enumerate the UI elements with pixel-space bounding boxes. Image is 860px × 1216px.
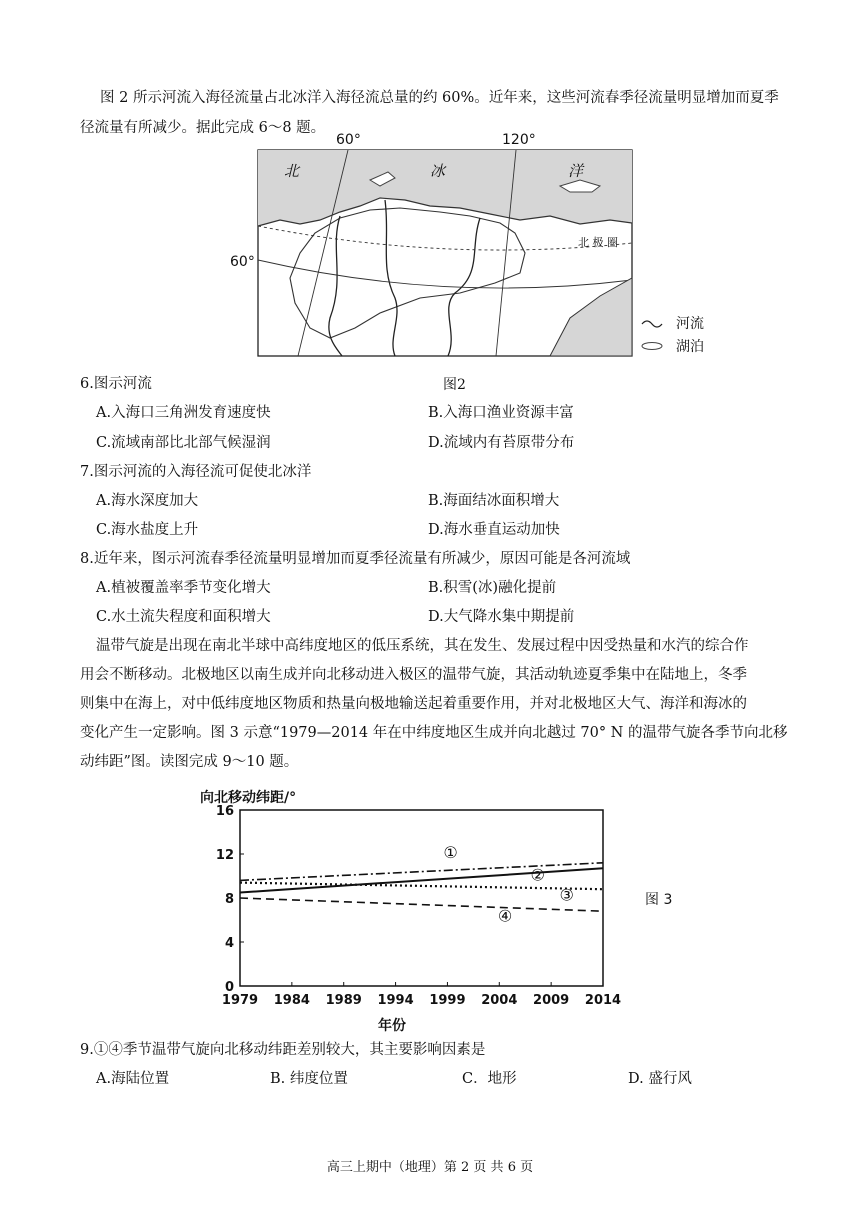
x-tick-label: 1989 (325, 993, 362, 1008)
q6-option-b: B.入海口渔业资源丰富 (428, 405, 574, 421)
intro2-line5: 动纬距”图。读图完成 9～10 题。 (80, 754, 299, 770)
series-label-4: ④ (497, 906, 513, 926)
x-tick-label: 1999 (429, 993, 466, 1008)
ocean-char-2: 冰 (430, 162, 446, 180)
intro2-line1: 温带气旋是出现在南北半球中高纬度地区的低压系统，其在发生、发展过程中因受热量和水汽的综合作 (96, 638, 749, 654)
q8-stem: 8.近年来，图示河流春季径流量明显增加而夏季径流量有所减少，原因可能是各河流域 (80, 551, 631, 567)
q6-option-c: C.流域南部比北部气候湿润 (96, 435, 271, 451)
q8-option-b: B.积雪(冰)融化提前 (428, 580, 557, 596)
q9-option-a: A.海陆位置 (96, 1071, 170, 1087)
q7-option-b: B.海面结冰面积增大 (428, 493, 560, 509)
series-label-3: ③ (559, 885, 574, 905)
intro2-line3: 则集中在海上，对中低纬度地区物质和热量向极地输送起着重要作用，并对北极地区大气、海洋和海冰的 (80, 696, 747, 712)
q9-option-b: B. 纬度位置 (270, 1071, 348, 1087)
chart-caption: 图 3 (645, 892, 673, 908)
q6-option-a: A.入海口三角洲发育速度快 (96, 405, 271, 421)
ocean-char-3: 洋 (568, 162, 584, 180)
intro1-line1: 图 2 所示河流入海径流量占北冰洋入海径流总量的约 60%。近年来，这些河流春季径流量明显增加而夏季 (100, 90, 779, 106)
y-tick-label: 0 (224, 980, 234, 995)
cyclone-latitude-chart (190, 782, 710, 1037)
lon-60-label: 60° (336, 132, 361, 148)
intro1-line2: 径流量有所减少。据此完成 6～8 题。 (80, 120, 326, 136)
q7-option-c: C.海水盐度上升 (96, 522, 199, 538)
q6-stem: 6.图示河流 (80, 376, 152, 392)
y-tick-label: 16 (215, 804, 234, 819)
arctic-river-map (220, 128, 740, 368)
y-tick-label: 4 (224, 936, 234, 951)
series-line-2 (240, 865, 603, 892)
chart-plot-frame (240, 810, 603, 986)
x-tick-label: 2009 (533, 993, 570, 1008)
x-tick-label: 2014 (584, 993, 622, 1008)
chart-ylabel: 向北移动纬距/° (200, 790, 297, 806)
q9-stem: 9.①④季节温带气旋向北移动纬距差别较大，其主要影响因素是 (80, 1042, 486, 1058)
ocean-char-1: 北 (284, 162, 300, 180)
page-footer: 高三上期中（地理）第 2 页 共 6 页 (326, 1160, 534, 1175)
legend-river-icon (642, 321, 662, 327)
lon-120-label: 120° (502, 132, 536, 148)
q8-option-d: D.大气降水集中期提前 (428, 609, 575, 625)
series-label-1: ① (443, 843, 458, 863)
arctic-circle-label: 北 极 圈 (578, 236, 618, 249)
x-tick-label: 2004 (481, 993, 518, 1008)
q7-option-a: A.海水深度加大 (96, 493, 199, 509)
series-label-2: ② (530, 865, 545, 885)
q6-option-d: D.流域内有苔原带分布 (428, 435, 575, 451)
legend-lake-icon (642, 343, 662, 350)
chart-xlabel: 年份 (378, 1018, 406, 1034)
x-tick-label: 1979 (221, 993, 259, 1008)
x-tick-label: 1984 (273, 993, 310, 1008)
map-caption: 图2 (443, 377, 466, 393)
q9-option-c: C．地形 (462, 1071, 517, 1087)
q7-option-d: D.海水垂直运动加快 (428, 522, 560, 538)
x-tick-label: 1994 (377, 993, 414, 1008)
q8-option-a: A.植被覆盖率季节变化增大 (96, 580, 271, 596)
intro2-line2: 用会不断移动。北极地区以南生成并向北移动进入极区的温带气旋，其活动轨迹夏季集中在陆地上，冬季 (80, 667, 747, 683)
q9-option-d: D. 盛行风 (628, 1071, 692, 1087)
legend-lake-label: 湖泊 (676, 339, 704, 355)
y-tick-label: 8 (224, 892, 234, 907)
q8-option-c: C.水土流失程度和面积增大 (96, 609, 271, 625)
lat-60-label: 60° (230, 254, 255, 270)
y-tick-label: 12 (215, 848, 234, 863)
series-line-4 (240, 898, 603, 911)
legend-river-label: 河流 (676, 316, 704, 332)
intro2-line4: 变化产生一定影响。图 3 示意“1979—2014 年在中纬度地区生成并向北越过 70° N 的温带气旋各季节向北移 (80, 725, 788, 741)
q7-stem: 7.图示河流的入海径流可促使北冰洋 (80, 464, 312, 480)
